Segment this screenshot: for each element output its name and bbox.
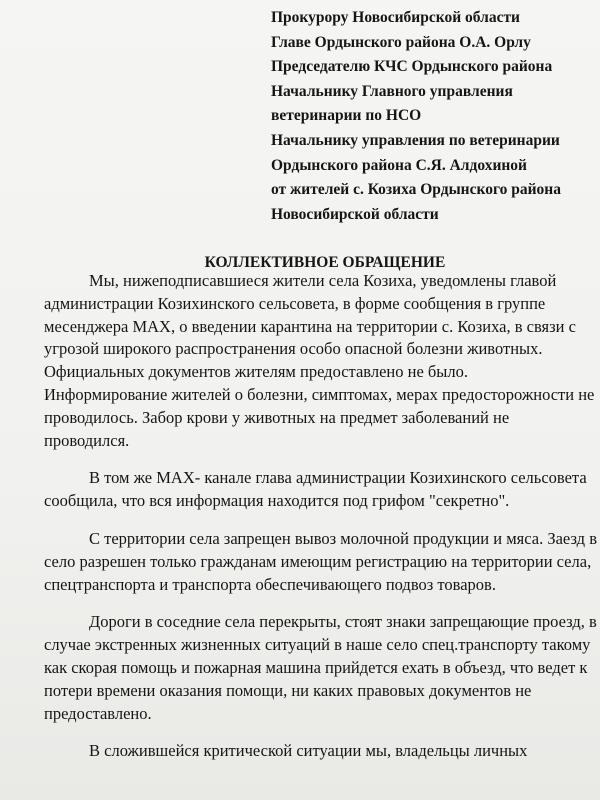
text-line: проводилось. Забор крови у животных на предмет заболеваний не <box>44 407 510 427</box>
recipient-line: Прокурору Новосибирской области <box>271 9 520 26</box>
text-line: месенджера MAX, о введении карантина на территории с. Козиха, в связи с <box>44 316 576 336</box>
text-line: село разрешен только гражданам имеющим регистрацию на территории села, <box>44 551 592 571</box>
text-line: В сложившейся критической ситуации мы, владельцы личных <box>89 741 528 761</box>
text-line: сообщила, что вся информация находится под грифом "секретно". <box>44 491 510 511</box>
text-line: потери времени оказания помощи, ни каких правовых документов не <box>44 680 532 700</box>
text-line: проводился. <box>44 430 130 450</box>
text-line: предоставлено. <box>44 703 152 723</box>
recipient-line: Ордынского района С.Я. Алдохиной <box>271 156 527 174</box>
recipients-block <box>271 6 561 227</box>
paragraph-roads-closed <box>44 611 597 725</box>
recipient-line: Председателю КЧС Ордынского района <box>271 58 553 76</box>
text-line: администрации Козихинского сельсовета, в форме сообщения в группе <box>44 293 546 313</box>
recipient-line: от жителей с. Козиха Ордынского района <box>271 181 561 199</box>
text-line: как скорая помощь и пожарная машина прийдется ехать в объезд, что ведет к <box>44 657 588 677</box>
text-line: В том же MAX- канале глава администрации Козихинского сельсовета <box>89 468 587 488</box>
recipient-line: Начальнику Главного управления <box>271 82 513 100</box>
recipient-line: Новосибирской области <box>271 205 439 223</box>
document-body <box>44 270 597 778</box>
recipient-line: Начальнику управления по ветеринарии <box>271 131 560 149</box>
text-line: Мы, нижеподписавшиеся жители села Козиха, уведомлены главой <box>89 271 557 290</box>
text-line: Официальных документов жителям предоставлено не было. <box>44 362 468 382</box>
text-line: Информирование жителей о болезни, симптомах, мерах предосторожности не <box>44 384 595 404</box>
recipient-line: Главе Ордынского района О.А. Орлу <box>271 33 531 51</box>
text-line: спецтранспорта и транспорта обеспечивающего подвоз товаров. <box>44 574 496 594</box>
text-line: случае экстренных жизненных ситуаций в наше село спец.транспорту такому <box>44 635 591 655</box>
text-line: Дороги в соседние села перекрыты, стоят знаки запрещающие проезд, в <box>89 612 597 632</box>
text-line: угрозой широкого распространения особо опасной болезни животных. <box>44 339 543 359</box>
paragraph-quarantine-notice <box>44 270 595 452</box>
document-title: КОЛЛЕКТИВНОЕ ОБРАЩЕНИЕ <box>204 254 446 271</box>
paragraph-secret <box>44 467 589 513</box>
text-line: С территории села запрещен вывоз молочной продукции и мяса. Заезд в <box>89 528 597 548</box>
recipient-line: ветеринарии по НСО <box>271 107 422 125</box>
paragraph-export-ban <box>44 528 597 596</box>
paragraph-critical-situation <box>44 740 589 763</box>
